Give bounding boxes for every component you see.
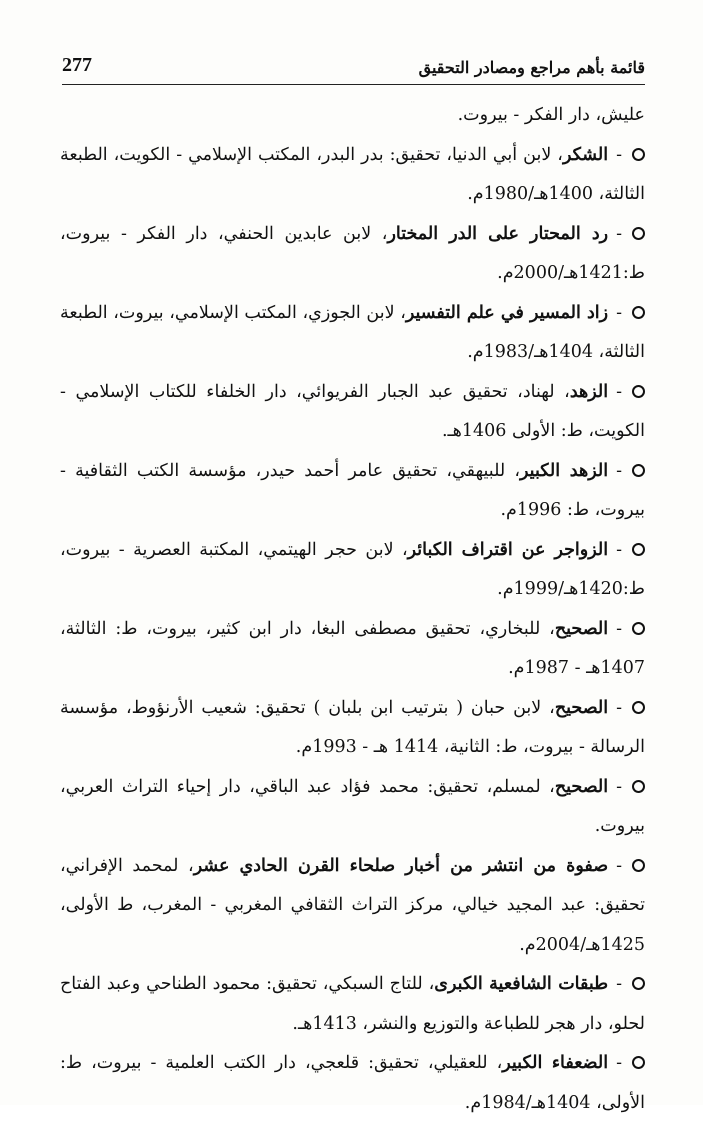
bullet-circle-icon	[632, 464, 645, 477]
bullet-circle-icon	[632, 780, 645, 793]
bullet-circle-icon	[632, 543, 645, 556]
bibliography-entry	[60, 610, 645, 689]
bibliography-entry	[60, 689, 645, 768]
bibliography-entry	[60, 136, 645, 215]
entry-details: ، لابن حجر الهيتمي، المكتبة العصرية - بيروت، ط:1420هـ/1999م.	[60, 540, 645, 600]
entry-dash: -	[616, 224, 622, 244]
entry-details: ، لابن الجوزي، المكتب الإسلامي، بيروت، الطبعة الثالثة، 1404هـ/1983م.	[60, 303, 645, 363]
bibliography-entry	[60, 531, 645, 610]
entry-dash: -	[616, 540, 622, 560]
bibliography-entry	[60, 847, 645, 966]
bullet-circle-icon	[632, 385, 645, 398]
entry-title: صفوة من انتشر من أخبار صلحاء القرن الحادي عشر	[194, 856, 608, 876]
entry-title: زاد المسير في علم التفسير	[406, 303, 608, 323]
page-header	[62, 50, 645, 85]
entry-title: الصحيح	[555, 619, 608, 639]
entry-title: رد المحتار على الدر المختار	[387, 224, 608, 244]
bibliography-entry	[60, 965, 645, 1044]
bibliography-list	[60, 96, 645, 1123]
bullet-circle-icon	[632, 1056, 645, 1069]
bibliography-entry	[60, 215, 645, 294]
bibliography-entry	[60, 1044, 645, 1123]
entry-dash: -	[616, 145, 622, 165]
entry-dash: -	[616, 619, 622, 639]
entry-details: ، لهناد، تحقيق عبد الجبار الفريوائي، دار الخلفاء للكتاب الإسلامي - الكويت، ط: الأولى 1406هـ.	[60, 382, 645, 442]
bibliography-entry	[60, 452, 645, 531]
entry-dash: -	[616, 856, 622, 876]
entry-dash: -	[616, 382, 622, 402]
entry-details: ، للبخاري، تحقيق مصطفى البغا، دار ابن كثير، بيروت، ط: الثالثة، 1407هـ - 1987م.	[60, 619, 645, 679]
bibliography-entry	[60, 294, 645, 373]
entry-dash: -	[616, 698, 622, 718]
bullet-circle-icon	[632, 148, 645, 161]
bullet-circle-icon	[632, 701, 645, 714]
continuation-line: عليش، دار الفكر - بيروت.	[60, 96, 645, 136]
entry-title: الصحيح	[555, 698, 608, 718]
entry-details: ، للعقيلي، تحقيق: قلعجي، دار الكتب العلمية - بيروت، ط: الأولى، 1404هـ/1984م.	[60, 1053, 645, 1113]
entry-dash: -	[616, 777, 622, 797]
entry-dash: -	[616, 974, 622, 994]
entry-dash: -	[616, 1053, 622, 1073]
entry-title: الضعفاء الكبير	[502, 1053, 608, 1073]
page-number: 277	[62, 54, 92, 77]
entry-title: الزهد	[570, 382, 608, 402]
bibliography-entry	[60, 768, 645, 847]
entry-details: ، لمحمد الإفراني، تحقيق: عبد المجيد خيالي، مركز التراث الثقافي المغربي - المغرب، ط الأولى، 1425هـ/2004م.	[60, 856, 645, 955]
entry-details: ، للتاج السبكي، تحقيق: محمود الطناحي وعبد الفتاح لحلو، دار هجر للطباعة والتوزيع والنشر، 1413هـ.	[60, 974, 645, 1034]
entry-details: ، للبيهقي، تحقيق عامر أحمد حيدر، مؤسسة الكتب الثقافية - بيروت، ط: 1996م.	[60, 461, 645, 521]
bullet-circle-icon	[632, 227, 645, 240]
entry-details: ، لابن أبي الدنيا، تحقيق: بدر البدر، المكتب الإسلامي - الكويت، الطبعة الثالثة، 1400هـ/1980م.	[60, 145, 645, 205]
entry-title: الزهد الكبير	[520, 461, 608, 481]
bullet-circle-icon	[632, 977, 645, 990]
running-title: قائمة بأهم مراجع ومصادر التحقيق	[419, 58, 645, 77]
entry-dash: -	[616, 303, 622, 323]
bullet-circle-icon	[632, 622, 645, 635]
entries-container	[60, 136, 645, 1123]
entry-details: ، لمسلم، تحقيق: محمد فؤاد عبد الباقي، دار إحياء التراث العربي، بيروت.	[60, 777, 645, 837]
entry-title: الشكر	[563, 145, 608, 165]
entry-title: الصحيح	[555, 777, 608, 797]
bullet-circle-icon	[632, 306, 645, 319]
entry-dash: -	[616, 461, 622, 481]
bullet-circle-icon	[632, 859, 645, 872]
entry-title: طبقات الشافعية الكبرى	[434, 974, 608, 994]
entry-details: ، لابن حبان ( بترتيب ابن بلبان ) تحقيق: شعيب الأرنؤوط، مؤسسة الرسالة - بيروت، ط: الثانية، 1414 هـ - 1993م.	[60, 698, 645, 758]
entry-details: ، لابن عابدين الحنفي، دار الفكر - بيروت، ط:1421هـ/2000م.	[60, 224, 645, 284]
entry-title: الزواجر عن اقتراف الكبائر	[408, 540, 608, 560]
bibliography-entry	[60, 373, 645, 452]
